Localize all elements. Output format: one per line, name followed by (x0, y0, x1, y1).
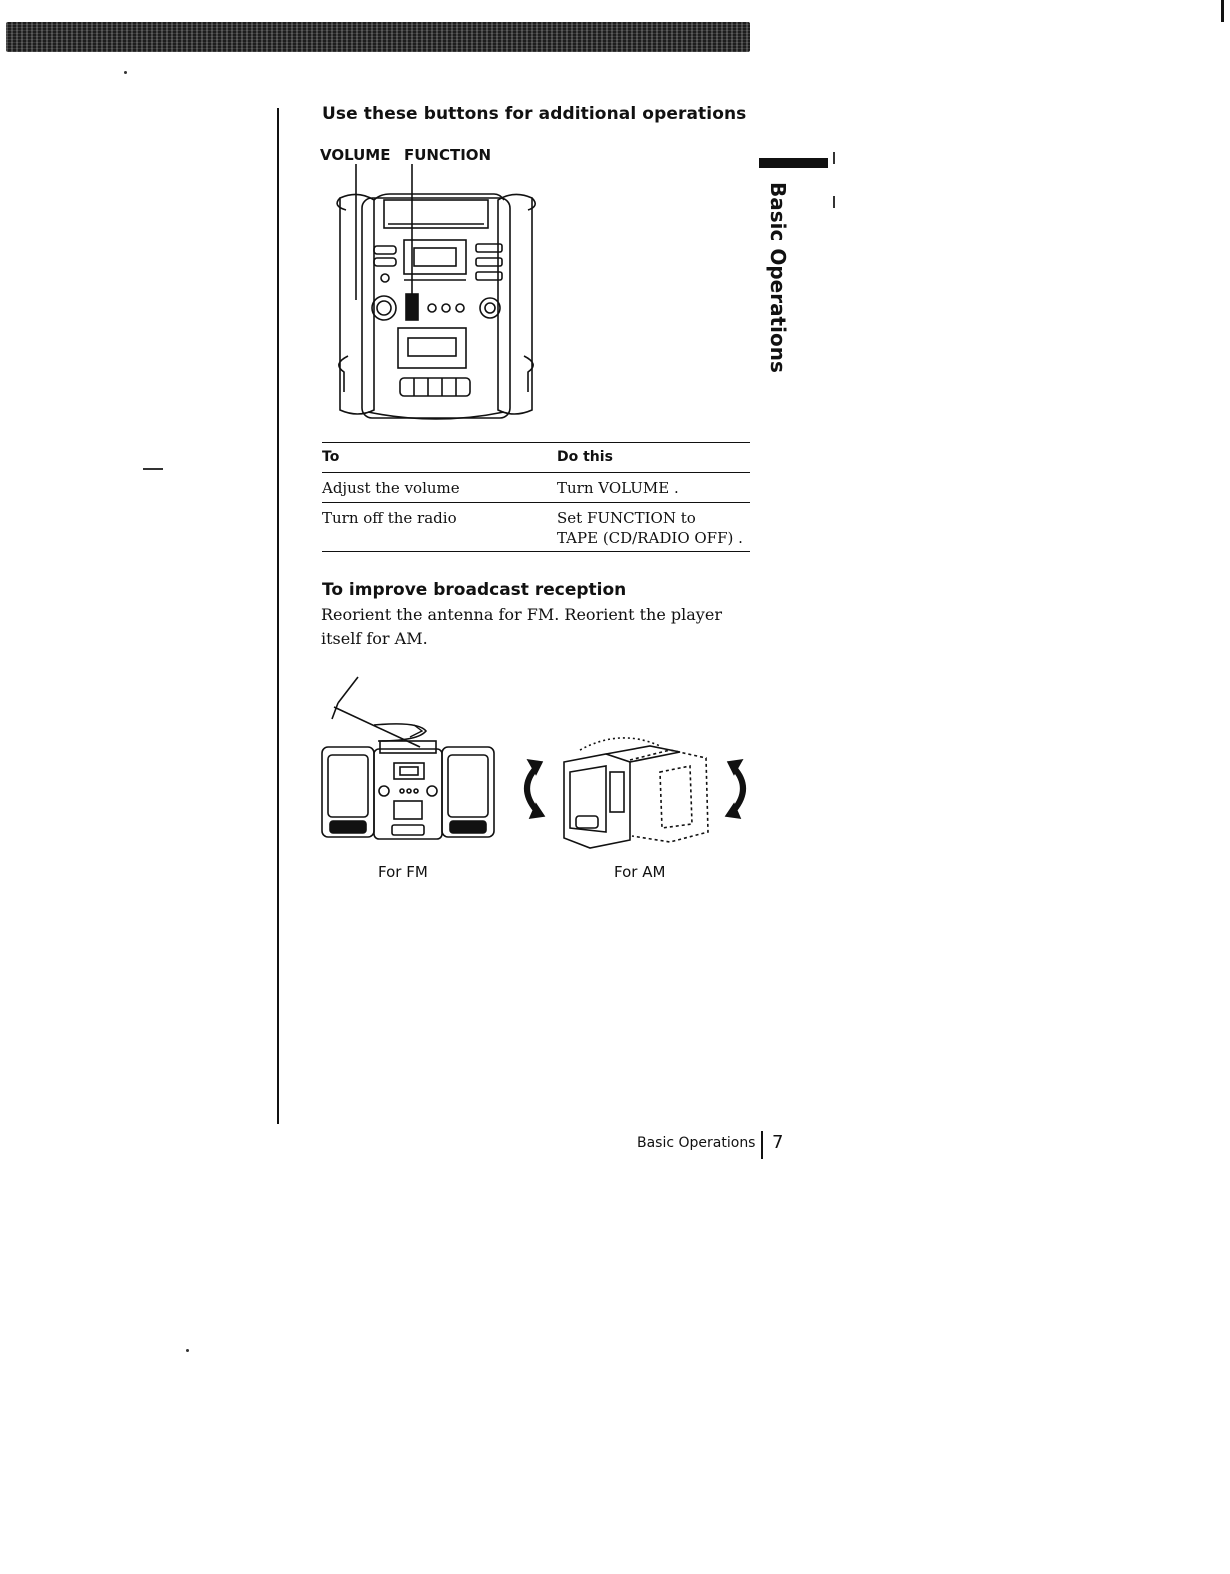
scan-mark (143, 468, 163, 470)
scan-speck (124, 71, 127, 74)
function-callout-label: FUNCTION (404, 146, 492, 164)
table-bottom-rule (322, 551, 750, 552)
footer-divider (761, 1131, 763, 1159)
table-cell-do-this: TAPE (CD/RADIO OFF) . (557, 529, 743, 547)
scan-speck (186, 1349, 189, 1352)
table-header-rule (322, 472, 750, 473)
section-heading: Use these buttons for additional operations (322, 104, 747, 124)
table-cell-to: Adjust the volume (322, 479, 460, 497)
scanned-header-band (6, 22, 750, 52)
side-tab-bar (759, 158, 828, 168)
am-rotate-illustration (510, 732, 760, 862)
volume-callout-label: VOLUME (320, 146, 391, 164)
reception-heading: To improve broadcast reception (322, 580, 627, 600)
table-cell-do-this: Turn VOLUME . (557, 479, 679, 497)
fm-antenna-illustration (318, 665, 498, 855)
side-tab-label: Basic Operations (766, 182, 790, 373)
footer-section-title: Basic Operations (637, 1135, 756, 1151)
table-cell-do-this: Set FUNCTION to (557, 509, 696, 527)
stereo-front-illustration (318, 160, 554, 424)
table-row-rule (322, 502, 750, 503)
caption-am: For AM (614, 863, 666, 881)
left-margin-rule (277, 108, 279, 1124)
edge-mark (1221, 0, 1224, 22)
scan-mark (833, 196, 835, 208)
reception-body: Reorient the antenna for FM. Reorient the player itself for AM. (321, 605, 722, 648)
caption-fm: For FM (378, 863, 428, 881)
scan-mark (833, 152, 835, 164)
table-cell-to: Turn off the radio (322, 509, 457, 527)
table-header-to: To (322, 449, 340, 465)
table-top-rule (322, 442, 750, 443)
page-number: 7 (772, 1132, 784, 1153)
table-header-do-this: Do this (557, 449, 613, 465)
